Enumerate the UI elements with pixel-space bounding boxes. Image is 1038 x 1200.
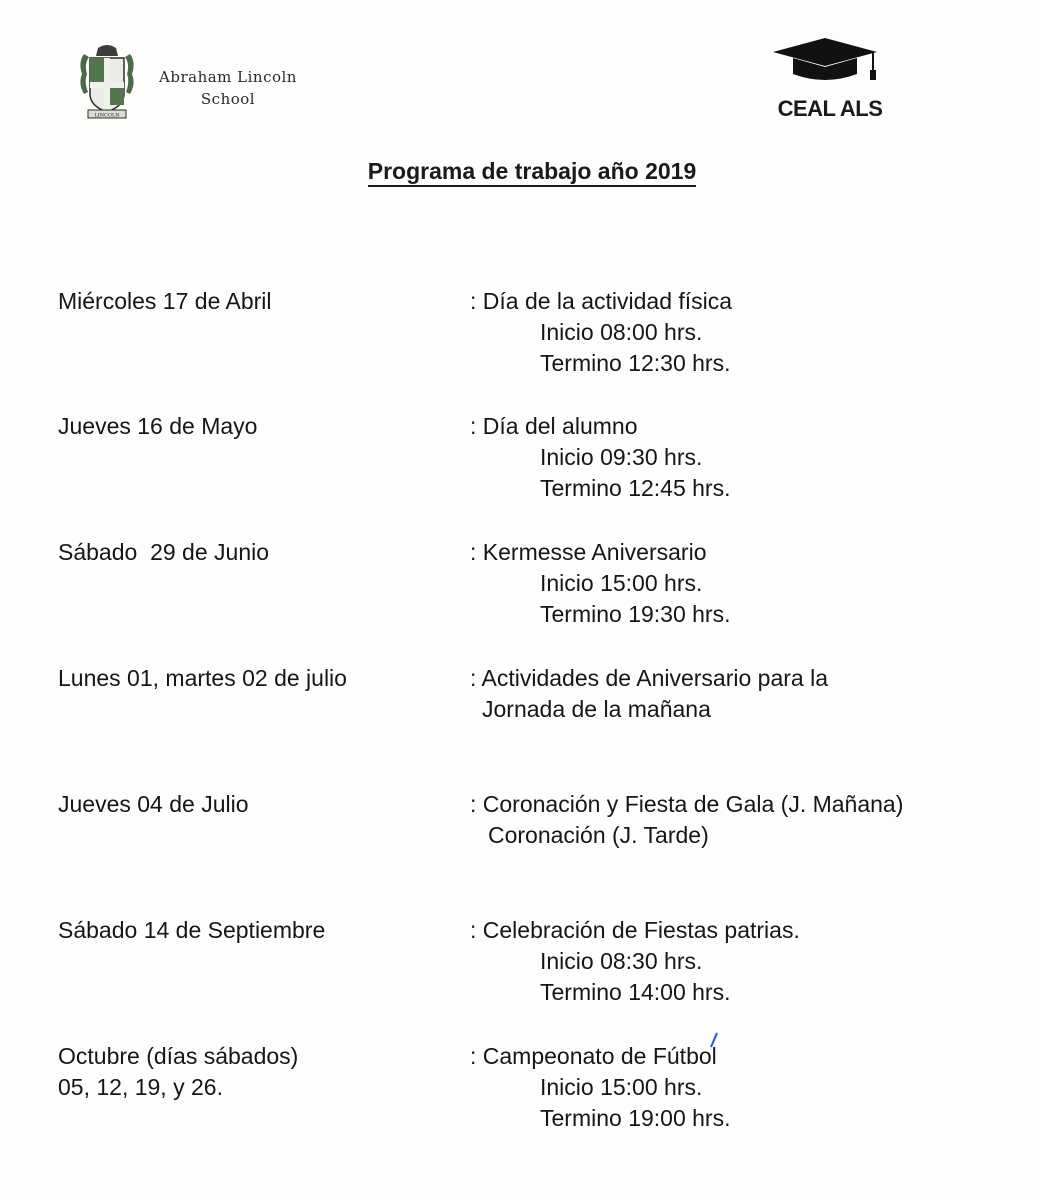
school-name-line1: Abraham Lincoln (159, 68, 297, 86)
event-start-time: Inicio 09:30 hrs. (540, 444, 703, 470)
pen-mark (708, 1032, 720, 1048)
event-details (470, 286, 1030, 379)
event-date-line: Miércoles 17 de Abril (58, 288, 272, 314)
event-description: : Celebración de Fiestas patrias. (470, 917, 800, 943)
event-description: : Campeonato de Fútbol (470, 1043, 717, 1069)
event-end-time: Termino 12:30 hrs. (540, 350, 731, 376)
event-details (470, 789, 1030, 851)
event-date-line: Lunes 01, martes 02 de julio (58, 665, 347, 691)
ceal-label: CEAL ALS (777, 96, 883, 121)
event-start-time: Inicio 08:00 hrs. (540, 319, 703, 345)
event-start-time: Inicio 15:00 hrs. (540, 1074, 703, 1100)
event-date (58, 537, 458, 568)
ceal-logo (755, 36, 905, 126)
school-crest-icon (76, 44, 138, 120)
event-date (58, 411, 458, 442)
event-end-time: Termino 19:00 hrs. (540, 1105, 731, 1131)
event-description: : Kermesse Aniversario (470, 539, 707, 565)
event-description: : Coronación y Fiesta de Gala (J. Mañana) (470, 791, 904, 817)
event-date-line: Jueves 16 de Mayo (58, 413, 258, 439)
page-title (0, 158, 1038, 185)
graduation-cap-icon (769, 36, 881, 84)
event-details (470, 915, 1030, 1008)
event-date-line: 05, 12, 19, y 26. (58, 1074, 223, 1100)
page-title-text: Programa de trabajo año 2019 (368, 158, 697, 187)
event-date-line: Octubre (días sábados) (58, 1043, 299, 1069)
event-date-line: Sábado 29 de Junio (58, 539, 270, 565)
svg-text:LINCOLN: LINCOLN (94, 112, 120, 119)
event-details (470, 411, 1030, 504)
event-description: : Actividades de Aniversario para la (470, 665, 828, 691)
event-date-line: Sábado 14 de Septiembre (58, 917, 326, 943)
event-date (58, 663, 458, 694)
event-description-continued: Jornada de la mañana (482, 696, 711, 722)
event-start-time: Inicio 15:00 hrs. (540, 570, 703, 596)
event-description: : Día de la actividad física (470, 288, 733, 314)
event-date (58, 789, 458, 820)
event-end-time: Termino 14:00 hrs. (540, 979, 731, 1005)
school-logo (76, 44, 316, 124)
school-name-line2: School (200, 90, 256, 108)
event-start-time: Inicio 08:30 hrs. (540, 948, 703, 974)
event-date-line: Jueves 04 de Julio (58, 791, 249, 817)
event-date (58, 286, 458, 317)
event-date (58, 1041, 458, 1103)
event-description: : Día del alumno (470, 413, 638, 439)
event-end-time: Termino 19:30 hrs. (540, 601, 731, 627)
event-details (470, 1041, 1030, 1134)
event-end-time: Termino 12:45 hrs. (540, 475, 731, 501)
event-date (58, 915, 458, 946)
event-description-continued: Coronación (J. Tarde) (488, 822, 709, 848)
event-details (470, 663, 1030, 725)
event-details (470, 537, 1030, 630)
